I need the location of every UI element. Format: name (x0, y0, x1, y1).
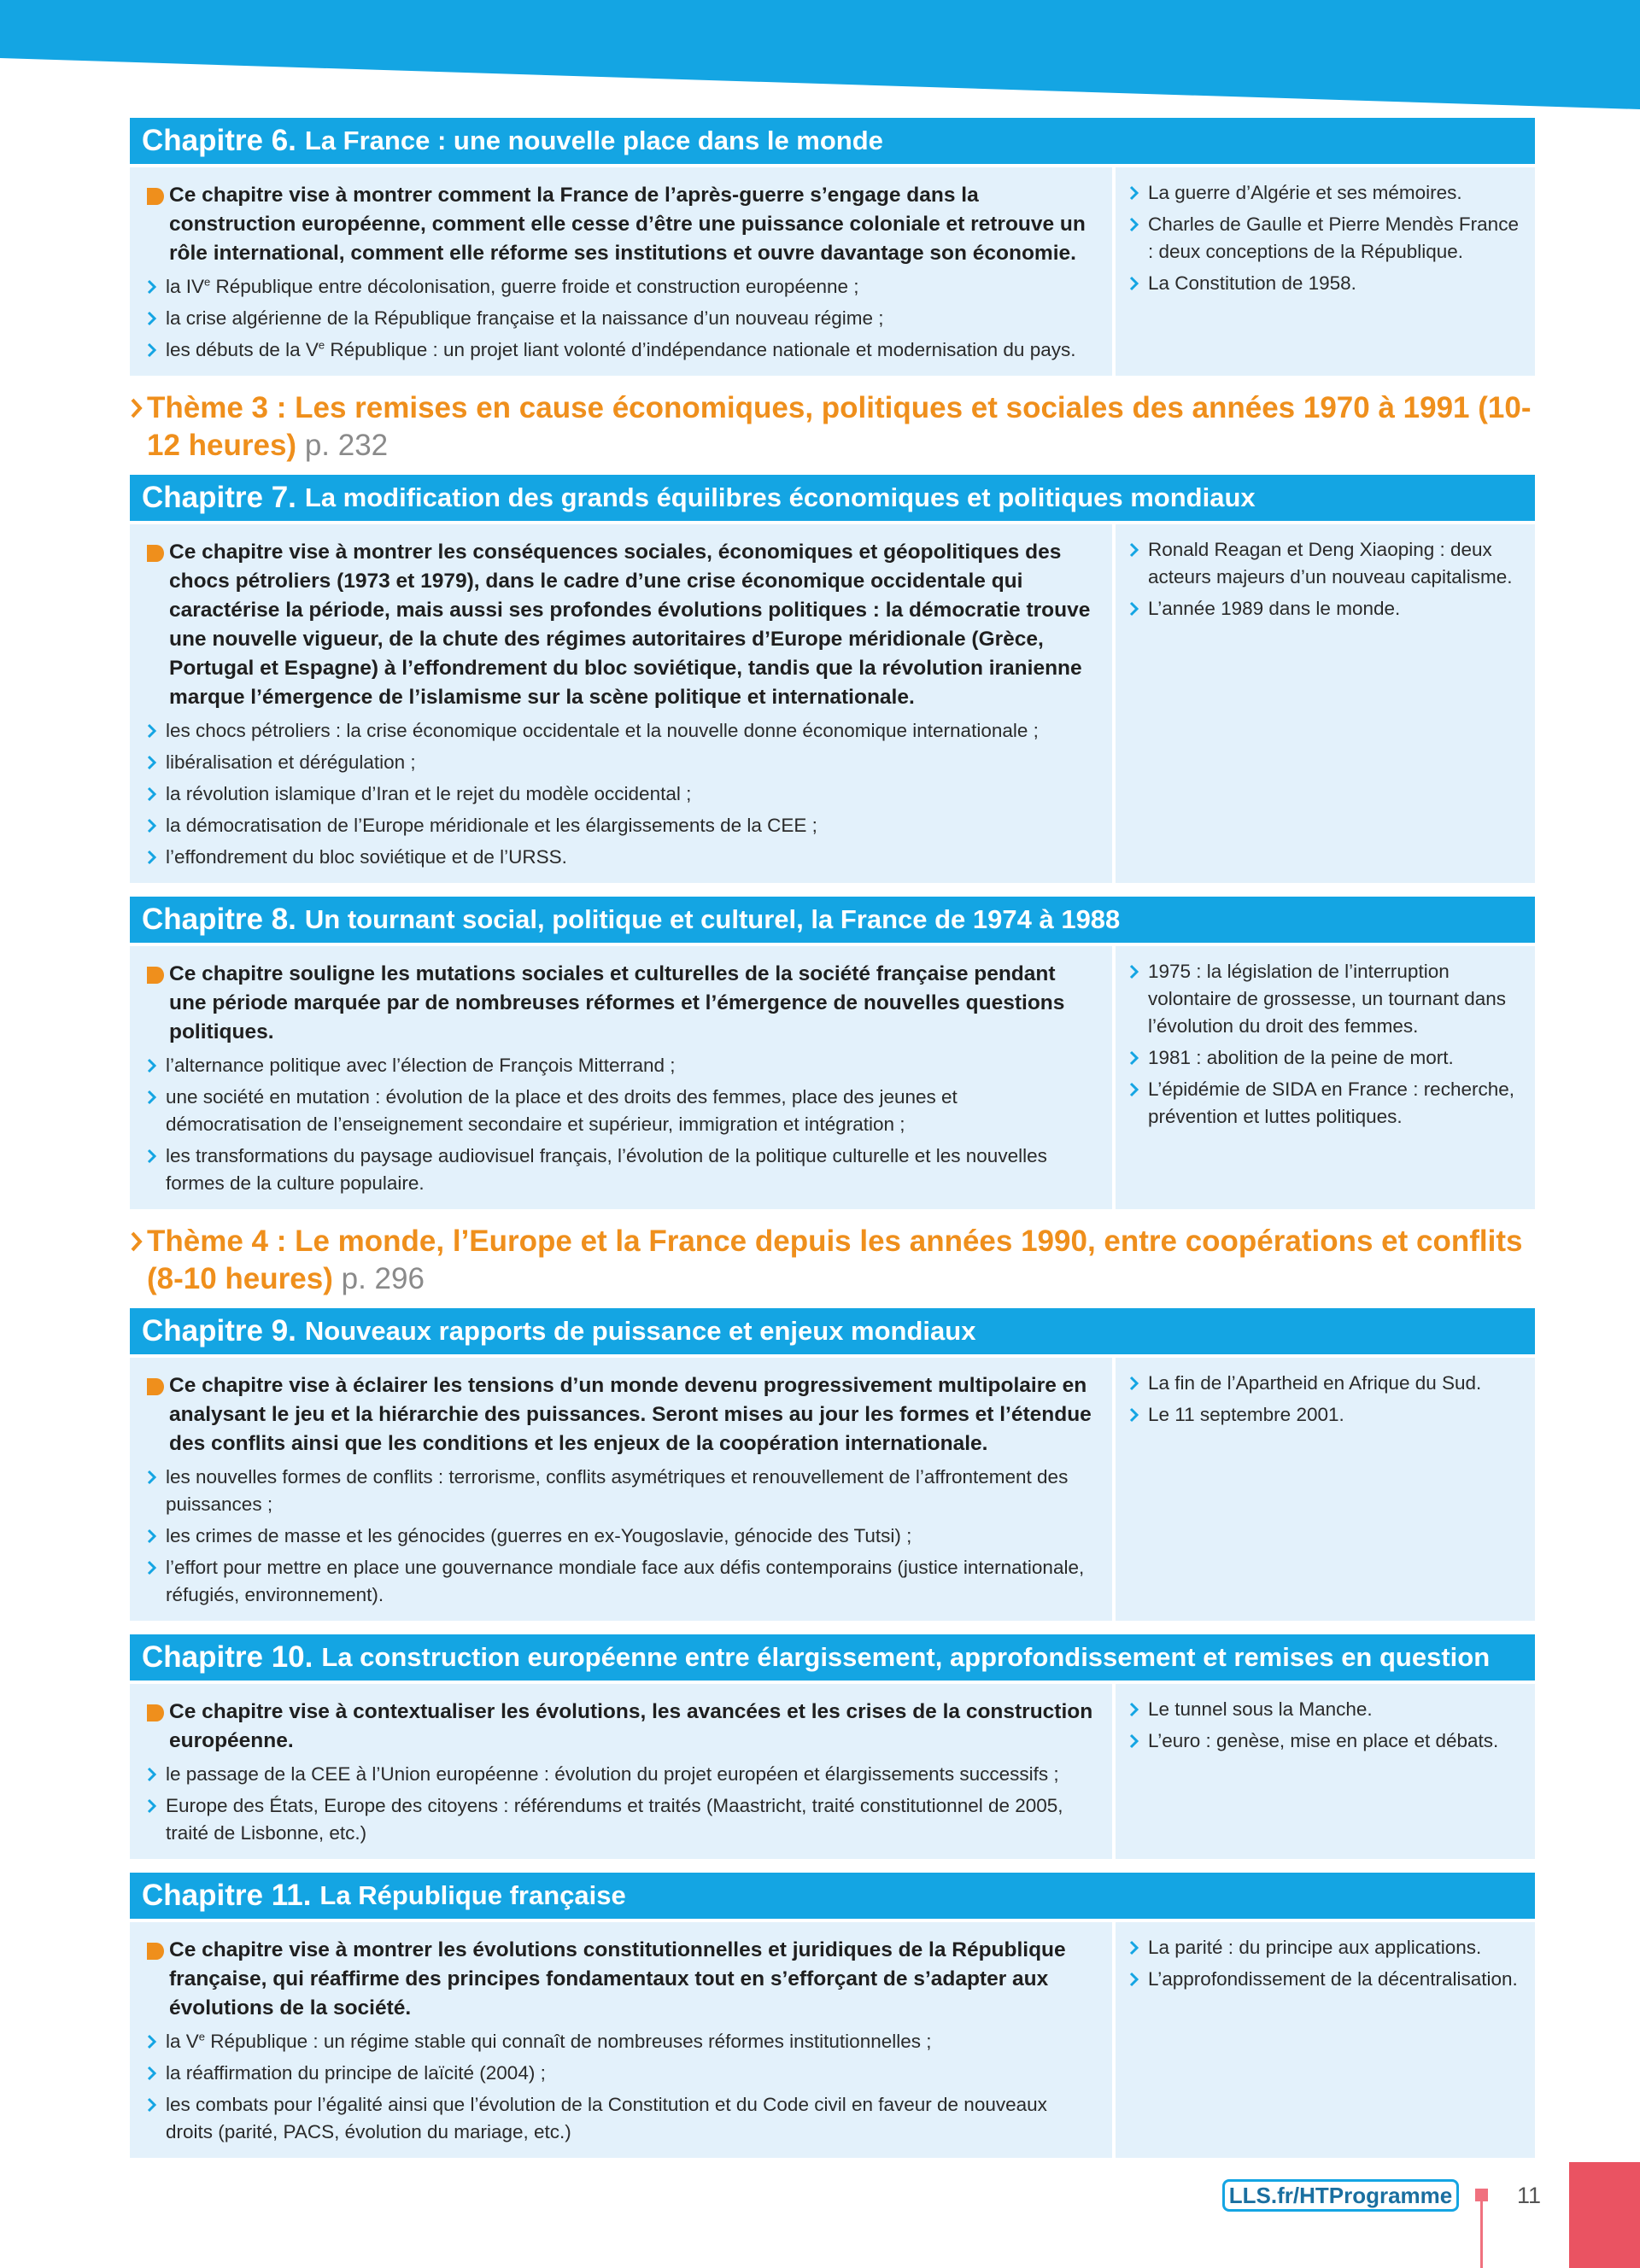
chapter-side-points (1129, 1934, 1521, 1993)
list-item: les crimes de masse et les génocides (guerres en ex-Yougoslavie, génocide des Tutsi) ; (147, 1523, 1095, 1550)
page-number: 11 (1516, 2183, 1542, 2208)
chapter-side-points (1129, 958, 1521, 1131)
chapter-header (130, 118, 1535, 164)
list-item: la IVe République entre décolonisation, guerre froide et construction européenne ; (147, 273, 1095, 301)
chapter-main-column (130, 524, 1112, 883)
chevron-right-icon (147, 1560, 157, 1575)
side-list-item: Le 11 septembre 2001. (1129, 1401, 1521, 1429)
chevron-right-icon (1129, 217, 1139, 232)
chevron-right-icon (147, 1798, 157, 1814)
side-list-item: La Constitution de 1958. (1129, 270, 1521, 297)
chapter-intro-text: Ce chapitre vise à montrer les évolutions constitutionnelles et juridiques de la République française, qui réaffirme des principes fondamentaux tout en s’efforçant de s’adapter aux évolutions de la société. (169, 1938, 1066, 2020)
chevron-right-icon (130, 398, 144, 418)
chapter-intro (147, 538, 1095, 712)
chapter-points (147, 1464, 1095, 1609)
corner-tab (1569, 2162, 1640, 2268)
list-item: Europe des États, Europe des citoyens : référendums et traités (Maastricht, traité constitutionnel de 2005, traité de Lisbonne, etc.) (147, 1792, 1095, 1847)
chapter-title: Un tournant social, politique et culturel, la France de 1974 à 1988 (304, 904, 1121, 934)
chapter-intro-text: Ce chapitre vise à montrer comment la France de l’après-guerre s’engage dans la construction européenne, comment elle cesse d’être une puissance coloniale et retrouve un rôle international, comment elle réforme ses institutions et ouvre davantage son économie. (169, 184, 1086, 265)
chapter-intro (147, 960, 1095, 1047)
orange-bullet-icon (147, 1943, 164, 1960)
list-item: le passage de la CEE à l’Union européenne : évolution du projet européen et élargissements successifs ; (147, 1761, 1095, 1788)
list-item: la réaffirmation du principe de laïcité (2004) ; (147, 2060, 1095, 2087)
chapter-side-column (1116, 1684, 1535, 1859)
chapter-9 (130, 1308, 1535, 1621)
chevron-right-icon (147, 755, 157, 770)
chevron-right-icon (1129, 1376, 1139, 1391)
chapter-intro-text: Ce chapitre vise à éclairer les tensions d’un monde devenu progressivement multipolaire en analysant le jeu et la hiérarchie des puissances. Seront mises au jour les formes et l’étendue des conflits ainsi que les conditions et les enjeux de la coopération internationale. (169, 1374, 1092, 1455)
chapter-main-column (130, 1358, 1112, 1621)
chevron-right-icon (1129, 276, 1139, 291)
side-list-item: L’épidémie de SIDA en France : recherche, prévention et luttes politiques. (1129, 1076, 1521, 1131)
chevron-right-icon (147, 2066, 157, 2081)
chapter-title: La construction européenne entre élargissement, approfondissement et remises en question (321, 1642, 1491, 1672)
chapter-side-column (1116, 946, 1535, 1209)
chevron-right-icon (147, 1767, 157, 1782)
chapter-points (147, 273, 1095, 364)
side-list-item: La parité : du principe aux applications. (1129, 1934, 1521, 1961)
list-item: les transformations du paysage audiovisuel français, l’évolution de la politique culturelle et les nouvelles formes de la culture populaire. (147, 1143, 1095, 1197)
chapter-body (130, 1684, 1535, 1859)
theme-4-title: Thème 4 : Le monde, l’Europe et la France depuis les années 1990, entre coopérations et conflits (8-10 heures) p. 296 (130, 1223, 1535, 1298)
chapter-header (130, 1308, 1535, 1354)
chapter-main-column (130, 946, 1112, 1209)
list-item: les nouvelles formes de conflits : terrorisme, conflits asymétriques et renouvellement de l’affrontement des puissances ; (147, 1464, 1095, 1518)
list-item: l’effondrement du bloc soviétique et de l’URSS. (147, 844, 1095, 871)
orange-bullet-icon (147, 1704, 164, 1721)
chapter-points (147, 717, 1095, 871)
chevron-right-icon (1129, 185, 1139, 201)
chapter-intro (147, 1698, 1095, 1756)
chapter-title: La France : une nouvelle place dans le monde (304, 126, 883, 155)
chevron-right-icon (1129, 542, 1139, 558)
list-item: la crise algérienne de la République française et la naissance d’un nouveau régime ; (147, 305, 1095, 332)
list-item: la démocratisation de l’Europe méridionale et les élargissements de la CEE ; (147, 812, 1095, 839)
list-item: la révolution islamique d’Iran et le rejet du modèle occidental ; (147, 780, 1095, 808)
footer-marker-line (1480, 2201, 1483, 2268)
orange-bullet-icon (147, 1378, 164, 1395)
chevron-right-icon (147, 2034, 157, 2049)
page-reference: p. 296 (341, 1262, 425, 1295)
chapter-header (130, 475, 1535, 521)
list-item: la Ve République : un régime stable qui connaît de nombreuses réformes institutionnelles ; (147, 2028, 1095, 2055)
chevron-right-icon (147, 311, 157, 326)
chevron-right-icon (1129, 1733, 1139, 1749)
side-list-item: 1975 : la législation de l’interruption volontaire de grossesse, un tournant dans l’évolution du droit des femmes. (1129, 958, 1521, 1040)
chevron-right-icon (147, 279, 157, 295)
chapter-title: La République française (319, 1880, 626, 1910)
chapter-intro (147, 1371, 1095, 1458)
chapter-number: Chapitre 6. (142, 124, 296, 157)
chevron-right-icon (147, 818, 157, 833)
chapter-side-column (1116, 1922, 1535, 2158)
chapter-intro-text: Ce chapitre vise à montrer les conséquences sociales, économiques et géopolitiques des chocs pétroliers (1973 et 1979), dans le cadre d’une crise économique occidentale qui caractérise la période, mais aussi ses profondes évolutions politiques : la démocratie trouve une nouvelle vigueur, de la chute des régimes autoritaires d’Europe méridionale (Grèce, Portugal et Espagne) à l’effondrement du bloc soviétique, tandis que la révolution iranienne marque l’émergence de l’islamisme sur la scène politique et internationale. (169, 541, 1091, 709)
chevron-right-icon (147, 1058, 157, 1073)
header-band (0, 0, 1640, 111)
chapter-side-column (1116, 524, 1535, 883)
chapter-side-points (1129, 1696, 1521, 1755)
chapter-side-column (1116, 167, 1535, 376)
chevron-right-icon (1129, 1407, 1139, 1423)
chevron-right-icon (1129, 1050, 1139, 1066)
page-reference: p. 232 (304, 429, 389, 462)
chapter-number: Chapitre 11. (142, 1879, 312, 1912)
chevron-right-icon (147, 1529, 157, 1544)
side-list-item: Ronald Reagan et Deng Xiaoping : deux acteurs majeurs d’un nouveau capitalisme. (1129, 536, 1521, 591)
chapter-7 (130, 475, 1535, 883)
side-list-item: Le tunnel sous la Manche. (1129, 1696, 1521, 1723)
list-item: l’effort pour mettre en place une gouvernance mondiale face aux défis contemporains (justice internationale, réfugiés, environnement). (147, 1554, 1095, 1609)
side-list-item: L’année 1989 dans le monde. (1129, 595, 1521, 623)
chapter-points (147, 1761, 1095, 1847)
chapter-body (130, 167, 1535, 376)
chapter-main-column (130, 1922, 1112, 2158)
chapter-body (130, 1922, 1535, 2158)
chapter-intro-text: Ce chapitre vise à contextualiser les évolutions, les avancées et les crises de la construction européenne. (169, 1700, 1093, 1752)
chapter-main-column (130, 1684, 1112, 1859)
chapter-title: La modification des grands équilibres économiques et politiques mondiaux (304, 482, 1256, 512)
chevron-right-icon (130, 1231, 144, 1252)
chapter-points (147, 2028, 1095, 2146)
chapter-side-column (1116, 1358, 1535, 1621)
chapter-number: Chapitre 8. (142, 903, 296, 936)
chapter-number: Chapitre 7. (142, 481, 296, 514)
chevron-right-icon (1129, 964, 1139, 979)
chapter-number: Chapitre 10. (142, 1640, 313, 1674)
chevron-right-icon (147, 786, 157, 802)
chapter-6 (130, 118, 1535, 376)
chapter-header (130, 897, 1535, 943)
chevron-right-icon (1129, 601, 1139, 617)
footer-marker (1475, 2189, 1488, 2201)
chapter-title: Nouveaux rapports de puissance et enjeux mondiaux (304, 1316, 976, 1346)
side-list-item: Charles de Gaulle et Pierre Mendès France : deux conceptions de la République. (1129, 211, 1521, 266)
chapter-8 (130, 897, 1535, 1209)
chapter-body (130, 1358, 1535, 1621)
list-item: les combats pour l’égalité ainsi que l’évolution de la Constitution et du Code civil en faveur de nouveaux droits (parité, PACS, évolution du mariage, etc.) (147, 2091, 1095, 2146)
chapter-header (130, 1873, 1535, 1919)
side-list-item: L’euro : genèse, mise en place et débats. (1129, 1727, 1521, 1755)
chapter-body (130, 524, 1535, 883)
list-item: l’alternance politique avec l’élection de François Mitterrand ; (147, 1052, 1095, 1079)
program-content (130, 118, 1535, 2172)
chapter-main-column (130, 167, 1112, 376)
chapter-number: Chapitre 9. (142, 1314, 296, 1347)
list-item: libéralisation et dérégulation ; (147, 749, 1095, 776)
chevron-right-icon (147, 342, 157, 358)
chevron-right-icon (1129, 1972, 1139, 1987)
chevron-right-icon (1129, 1940, 1139, 1955)
chevron-right-icon (1129, 1702, 1139, 1717)
side-list-item: La guerre d’Algérie et ses mémoires. (1129, 179, 1521, 207)
chapter-intro (147, 1936, 1095, 2023)
side-list-item: L’approfondissement de la décentralisation. (1129, 1966, 1521, 1993)
chevron-right-icon (147, 1470, 157, 1485)
chevron-right-icon (1129, 1082, 1139, 1097)
chapter-side-points (1129, 536, 1521, 623)
theme-3-title: Thème 3 : Les remises en cause économiques, politiques et sociales des années 1970 à 1991 (10-12 heures) p. 232 (130, 389, 1535, 465)
chapter-points (147, 1052, 1095, 1197)
list-item: les chocs pétroliers : la crise économique occidentale et la nouvelle donne économique internationale ; (147, 717, 1095, 745)
chapter-intro-text: Ce chapitre souligne les mutations sociales et culturelles de la société française pendant une période marquée par de nombreuses réformes et l’émergence de nouvelles questions politiques. (169, 962, 1065, 1043)
chapter-side-points (1129, 1370, 1521, 1429)
chapter-11 (130, 1873, 1535, 2158)
side-list-item: La fin de l’Apartheid en Afrique du Sud. (1129, 1370, 1521, 1397)
chevron-right-icon (147, 2097, 157, 2113)
chapter-intro (147, 181, 1095, 268)
chapter-body (130, 946, 1535, 1209)
chevron-right-icon (147, 850, 157, 865)
chapter-10 (130, 1634, 1535, 1859)
list-item: les débuts de la Ve République : un projet liant volonté d’indépendance nationale et modernisation du pays. (147, 336, 1095, 364)
chevron-right-icon (147, 1090, 157, 1105)
chapter-header (130, 1634, 1535, 1681)
orange-bullet-icon (147, 967, 164, 984)
orange-bullet-icon (147, 545, 164, 562)
program-link[interactable]: LLS.fr/HTProgramme (1222, 2179, 1459, 2212)
chevron-right-icon (147, 723, 157, 739)
orange-bullet-icon (147, 188, 164, 205)
list-item: une société en mutation : évolution de la place et des droits des femmes, place des jeunes et démocratisation de l’enseignement secondaire et supérieur, immigration et intégration ; (147, 1084, 1095, 1138)
chevron-right-icon (147, 1149, 157, 1164)
chapter-side-points (1129, 179, 1521, 297)
side-list-item: 1981 : abolition de la peine de mort. (1129, 1044, 1521, 1072)
